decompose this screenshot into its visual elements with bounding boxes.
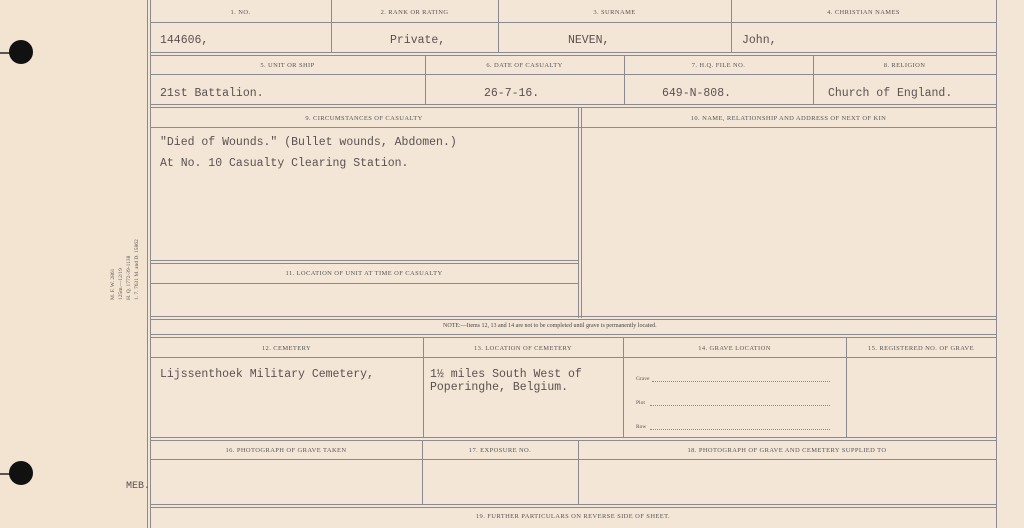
label-registered: 15. REGISTERED NO. OF GRAVE	[867, 345, 975, 352]
label-exposure: 17. EXPOSURE NO.	[468, 447, 532, 454]
row-label: Row	[636, 424, 647, 430]
value-cemetery: Lijssenthoek Military Cemetery,	[160, 368, 374, 381]
value-rank: Private,	[390, 34, 446, 47]
row-dotline	[650, 429, 830, 430]
rule	[150, 74, 996, 75]
side-code-2: 125m.—12/19	[118, 268, 124, 300]
label-circumstances: 9. CIRCUMSTANCES OF CASUALTY	[305, 115, 423, 122]
rule	[150, 504, 996, 508]
label-next-of-kin: 10. NAME, RELATIONSHIP AND ADDRESS OF NEXT OF KIN	[690, 115, 887, 122]
rule	[423, 338, 424, 438]
left-margin	[0, 0, 147, 528]
initials: MEB.	[126, 481, 151, 492]
label-rank: 2. RANK OR RATING	[380, 9, 449, 16]
rule	[150, 459, 996, 460]
rule	[150, 334, 996, 338]
rule	[150, 437, 996, 441]
note-text: NOTE:—Items 12, 13 and 14 are not to be completed until grave is permanently located.	[443, 323, 657, 329]
plot-label: Plot	[636, 400, 645, 406]
rule	[150, 52, 996, 56]
label-grave-location: 14. GRAVE LOCATION	[698, 345, 771, 352]
label-location-unit: 11. LOCATION OF UNIT AT TIME OF CASUALTY	[285, 270, 443, 277]
rule	[623, 338, 624, 438]
value-unit: 21st Battalion.	[160, 87, 264, 100]
value-no: 144606,	[160, 34, 209, 47]
rule	[150, 127, 996, 128]
label-christian: 4. CHRISTIAN NAMES	[827, 9, 900, 16]
side-code-3: H. Q. 1772-39-1138	[126, 255, 132, 300]
label-religion: 8. RELIGION	[883, 62, 926, 69]
rule	[150, 357, 996, 358]
rule	[150, 260, 578, 264]
side-code-1: M. F. W. 2861	[110, 268, 116, 300]
label-location-cemetery: 13. LOCATION OF CEMETERY	[473, 345, 573, 352]
label-photo-supplied: 18. PHOTOGRAPH OF GRAVE AND CEMETERY SUPPLIED TO	[687, 447, 887, 454]
rule	[150, 316, 996, 320]
grave-label: Grave	[636, 376, 650, 382]
value-date: 26-7-16.	[484, 87, 540, 100]
rule	[731, 0, 732, 53]
side-code-4: 1. 7. 7631 M. and D. 15862	[134, 239, 140, 300]
rule	[581, 108, 582, 318]
value-surname: NEVEN,	[568, 34, 610, 47]
plot-dotline	[650, 405, 830, 406]
grave-dotline	[652, 381, 830, 382]
label-hq-file: 7. H.Q. FILE NO.	[691, 62, 746, 69]
label-surname: 3. SURNAME	[593, 9, 636, 16]
value-location-cemetery: 1½ miles South West of Poperinghe, Belgium.	[430, 368, 582, 394]
label-no: 1. NO.	[230, 9, 251, 16]
value-circumstances-line1: "Died of Wounds." (Bullet wounds, Abdomen.)	[160, 136, 457, 149]
value-hq-file: 649-N-808.	[662, 87, 732, 100]
rule	[578, 108, 579, 318]
rule	[331, 0, 332, 53]
label-further: 19. FURTHER PARTICULARS ON REVERSE SIDE OF SHEET.	[475, 513, 671, 520]
punch-hole-bottom	[9, 461, 33, 485]
rule	[996, 0, 997, 528]
label-cemetery: 12. CEMETERY	[261, 345, 312, 352]
rule	[150, 283, 578, 284]
value-circumstances-line2: At No. 10 Casualty Clearing Station.	[160, 157, 409, 170]
label-date: 6. DATE OF CASUALTY	[486, 62, 563, 69]
label-photo-taken: 16. PHOTOGRAPH OF GRAVE TAKEN	[225, 447, 347, 454]
rule	[150, 22, 996, 23]
punch-hole-top	[9, 40, 33, 64]
rule	[498, 0, 499, 53]
value-religion: Church of England.	[828, 87, 953, 100]
label-unit: 5. UNIT OR SHIP	[260, 62, 315, 69]
rule	[846, 338, 847, 438]
rule	[147, 0, 148, 528]
rule	[150, 104, 996, 108]
value-christian: John,	[742, 34, 777, 47]
